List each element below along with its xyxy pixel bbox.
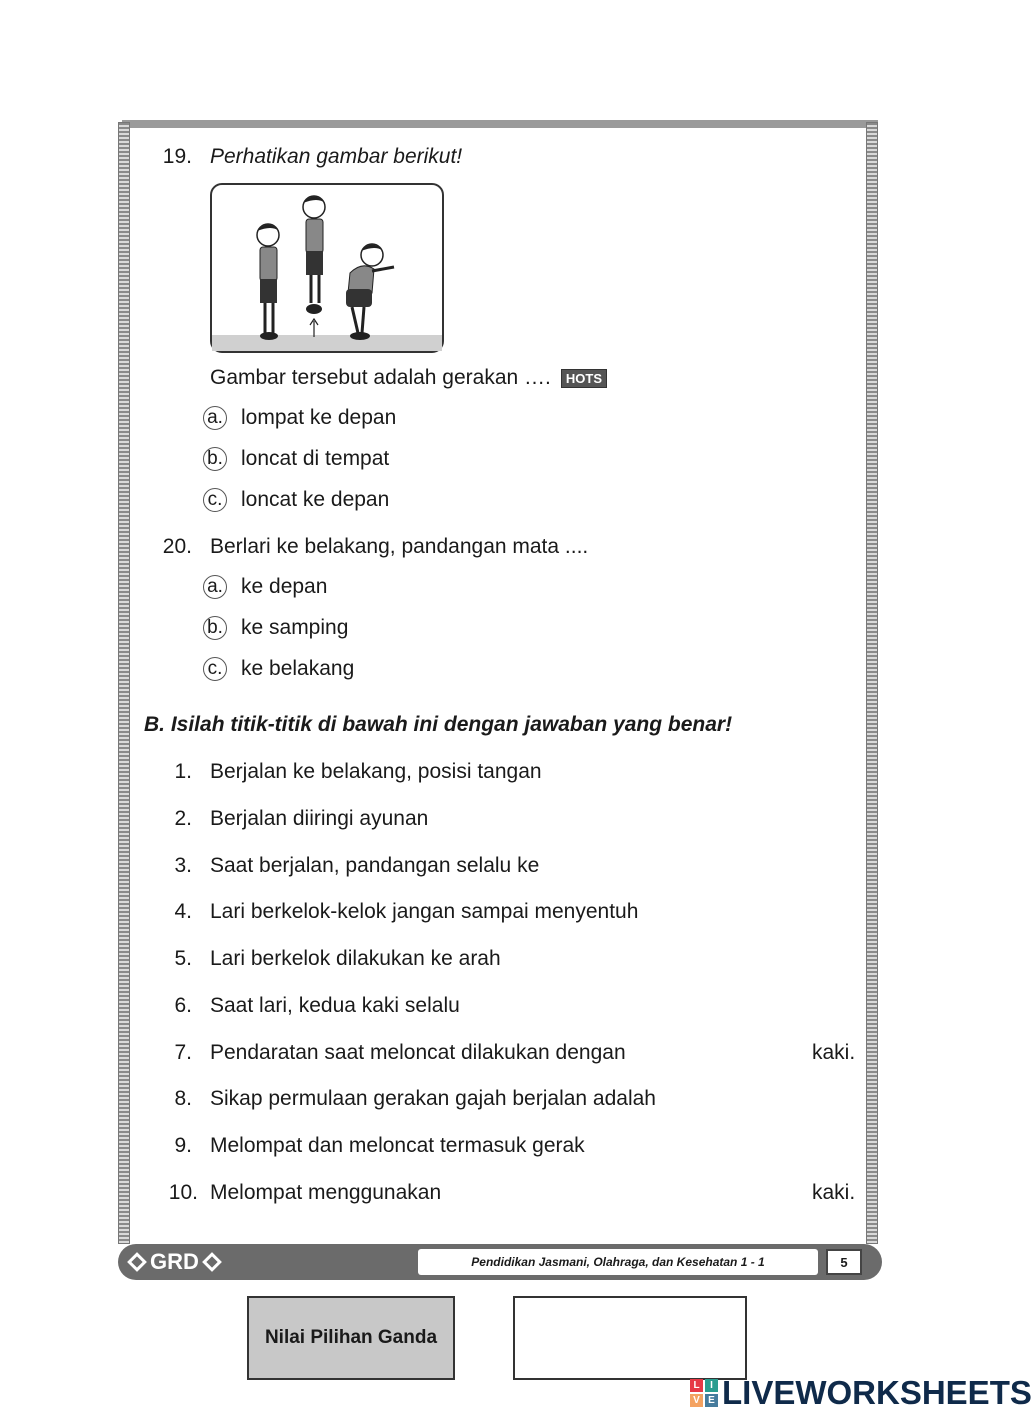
logo-letter: V <box>690 1394 703 1407</box>
option-text: loncat di tempat <box>241 447 390 470</box>
page-frame-top <box>122 120 878 128</box>
option-letter: a. <box>203 406 227 430</box>
section-b-title: B. Isilah titik-titik di bawah ini dengan jawaban yang benar! <box>144 713 733 736</box>
option-letter: c. <box>203 488 227 512</box>
option-text: ke samping <box>241 616 349 639</box>
fill-item-number: 2. <box>174 807 192 830</box>
q20-option-c[interactable] <box>203 657 354 681</box>
fill-item-text: Melompat menggunakan <box>210 1181 442 1204</box>
fill-item-number: 6. <box>174 994 192 1017</box>
option-text: lompat ke depan <box>241 406 397 429</box>
logo-letter: L <box>690 1379 703 1392</box>
q19-question-text: Gambar tersebut adalah gerakan …. <box>210 366 551 389</box>
q19-illustration <box>210 183 444 353</box>
q19-question <box>210 366 607 390</box>
footer-subject: Pendidikan Jasmani, Olahraga, dan Kesehatan 1 - 1 <box>418 1249 818 1275</box>
q19-option-c[interactable] <box>203 488 389 512</box>
q19-number: 19. <box>162 145 192 168</box>
q20-option-a[interactable] <box>203 575 327 599</box>
q20-number: 20. <box>162 535 192 558</box>
option-letter: a. <box>203 575 227 599</box>
option-text: loncat ke depan <box>241 488 390 511</box>
fill-item-text: Lari berkelok-kelok jangan sampai menyentuh <box>210 900 639 923</box>
q19-option-b[interactable] <box>203 447 389 471</box>
q19-prompt: Perhatikan gambar berikut! <box>210 145 463 168</box>
page-frame-right-rail <box>866 122 878 1244</box>
fill-item-number: 4. <box>174 900 192 923</box>
hots-badge: HOTS <box>561 369 607 388</box>
child-jumping-figure <box>303 196 325 337</box>
fill-item-text: Berjalan diiringi ayunan <box>210 807 429 830</box>
jumping-children-illustration <box>212 185 442 351</box>
option-letter: b. <box>203 447 227 471</box>
child-crouching-figure <box>346 244 394 340</box>
option-text: ke depan <box>241 575 328 598</box>
brand-text: LIVEWORKSHEETS <box>722 1374 1032 1411</box>
fill-item-text: Lari berkelok dilakukan ke arah <box>210 947 501 970</box>
logo-letter: I <box>705 1379 718 1392</box>
q20-question: Berlari ke belakang, pandangan mata .... <box>210 535 589 558</box>
score-input-box[interactable] <box>513 1296 747 1380</box>
page-number: 5 <box>826 1249 862 1275</box>
fill-item-number: 3. <box>174 854 192 877</box>
option-text: ke belakang <box>241 657 355 680</box>
page-footer <box>118 1240 882 1282</box>
fill-item-text: Pendaratan saat meloncat dilakukan dengan <box>210 1041 626 1064</box>
footer-logo-text: GRD <box>150 1249 199 1274</box>
fill-item-number: 7. <box>174 1041 192 1064</box>
liveworksheets-logo-icon <box>690 1379 718 1407</box>
footer-logo <box>130 1244 219 1280</box>
fill-item-suffix: kaki. <box>812 1181 856 1204</box>
fill-item-text: Sikap permulaan gerakan gajah berjalan adalah <box>210 1087 656 1110</box>
diamond-icon <box>127 1252 147 1272</box>
q19-option-a[interactable] <box>203 406 396 430</box>
fill-item-text: Saat lari, kedua kaki selalu <box>210 994 460 1017</box>
fill-item-number: 1. <box>174 760 192 783</box>
option-letter: c. <box>203 657 227 681</box>
score-label-box: Nilai Pilihan Ganda <box>247 1296 455 1380</box>
page-frame-left-rail <box>118 122 130 1244</box>
liveworksheets-brand[interactable] <box>690 1374 1032 1412</box>
fill-item-number: 5. <box>174 947 192 970</box>
fill-item-text: Melompat dan meloncat termasuk gerak <box>210 1134 585 1157</box>
fill-item-number: 8. <box>174 1087 192 1110</box>
logo-letter: E <box>705 1394 718 1407</box>
child-standing-figure <box>257 224 279 340</box>
diamond-icon <box>202 1252 222 1272</box>
fill-item-text: Berjalan ke belakang, posisi tangan <box>210 760 542 783</box>
fill-item-suffix: kaki. <box>812 1041 856 1064</box>
fill-item-number: 10. <box>168 1181 198 1204</box>
fill-item-number: 9. <box>174 1134 192 1157</box>
q20-option-b[interactable] <box>203 616 348 640</box>
fill-item-text: Saat berjalan, pandangan selalu ke <box>210 854 540 877</box>
option-letter: b. <box>203 616 227 640</box>
